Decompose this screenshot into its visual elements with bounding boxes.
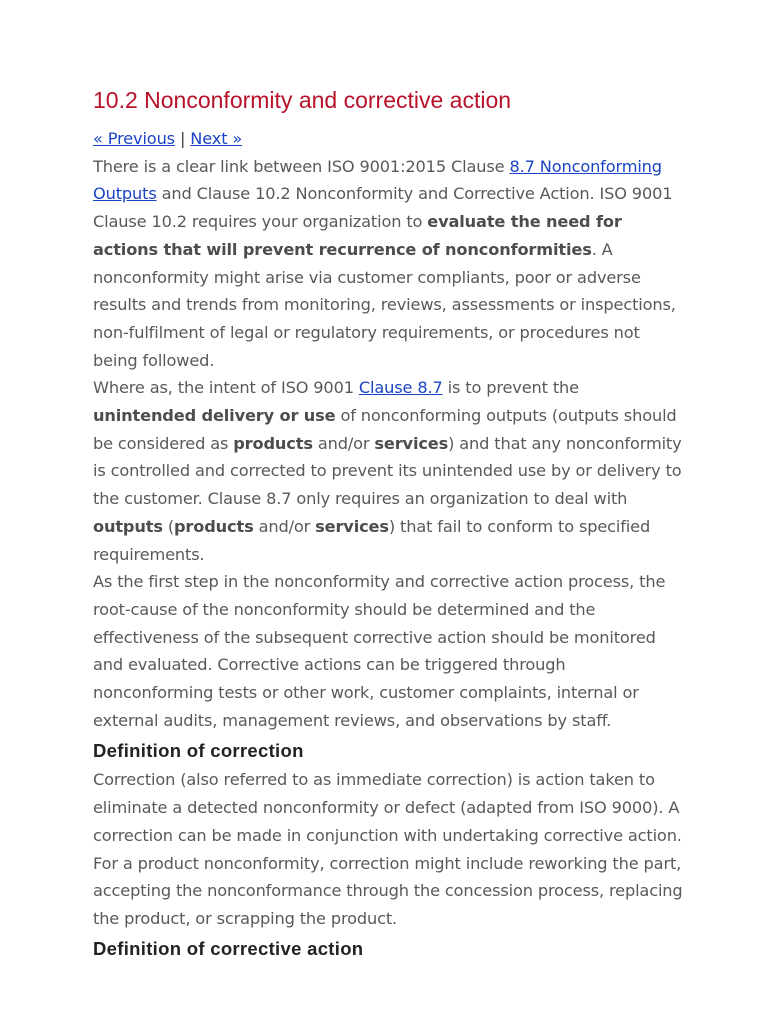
previous-link[interactable]: « Previous [93,129,175,148]
p2-bold-1: unintended delivery or use [93,406,336,426]
clause-8-7-paragraph [93,374,683,568]
correction-heading: Definition of correction [93,740,304,762]
p2-text-4: and/or [312,433,375,453]
pagination-nav [93,125,683,153]
p2-bold-3: services [374,433,449,453]
p2-text-3: of nonconforming outputs (outputs should be considered as [93,406,677,453]
root-cause-paragraph: As the first step in the nonconformity and corrective action process, the root-cause of the nonconformity should be determined and the effectiveness of the subsequent corrective action should be monitored and evaluated. Corrective actions can be triggered through nonconforming tests or other work, customer complaints, internal or external audits, management reviews, and observations by staff. [93,572,666,730]
p2-text-7: and/or [253,516,316,536]
clause-8-7-link[interactable]: Clause 8.7 [358,378,443,398]
p2-bold-2: products [233,433,313,453]
intro-text-3: . A nonconformity might arise via customer compliants, poor or adverse results and trends from monitoring, reviews, assessments or inspections, non-fulfilment of legal or regulatory requirements, or procedures not being followed. [93,239,676,370]
p2-bold-4: outputs [93,516,163,536]
corrective-action-heading: Definition of corrective action [93,937,364,959]
article [93,86,683,964]
correction-definition-paragraph: Correction (also referred to as immediate correction) is action taken to eliminate a detected nonconformity or defect (adapted from ISO 9000). A correction can be made in conjunction with undertaking corrective action. For a product nonconformity, correction might include reworking the part, accepting the nonconformance through the concession process, replacing the product, or scrapping the product. [93,770,683,928]
next-link[interactable]: Next » [190,129,243,148]
intro-bold-1: evaluate the need for actions that will prevent recurrence of nonconformities [93,212,622,259]
page-title: 10.2 Nonconformity and corrective action [93,87,512,113]
intro-text-2: and Clause 10.2 Nonconformity and Corrective Action. ISO 9001 Clause 10.2 requires your organization to [93,184,673,232]
intro-paragraph [93,153,683,375]
p2-text-1: Where as, the intent of ISO 9001 [93,378,359,398]
p2-bold-6: services [315,516,389,536]
p2-text-5: ) and that any nonconformity is controlled and corrected to prevent its unintended use by or delivery to the customer. Clause 8.7 only requires an organization to deal with [93,433,682,509]
p2-bold-5: products [174,516,254,536]
p2-text-2: is to prevent the [442,378,579,398]
p2-text-8: ) that fail to conform to specified requirements. [93,516,651,564]
p2-text-6: ( [162,516,174,536]
intro-text-1: There is a clear link between ISO 9001:2015 Clause [93,156,510,176]
clause-8-7-nonconforming-outputs-link[interactable]: 8.7 Nonconforming Outputs [93,156,662,204]
nav-separator: | [179,129,186,148]
